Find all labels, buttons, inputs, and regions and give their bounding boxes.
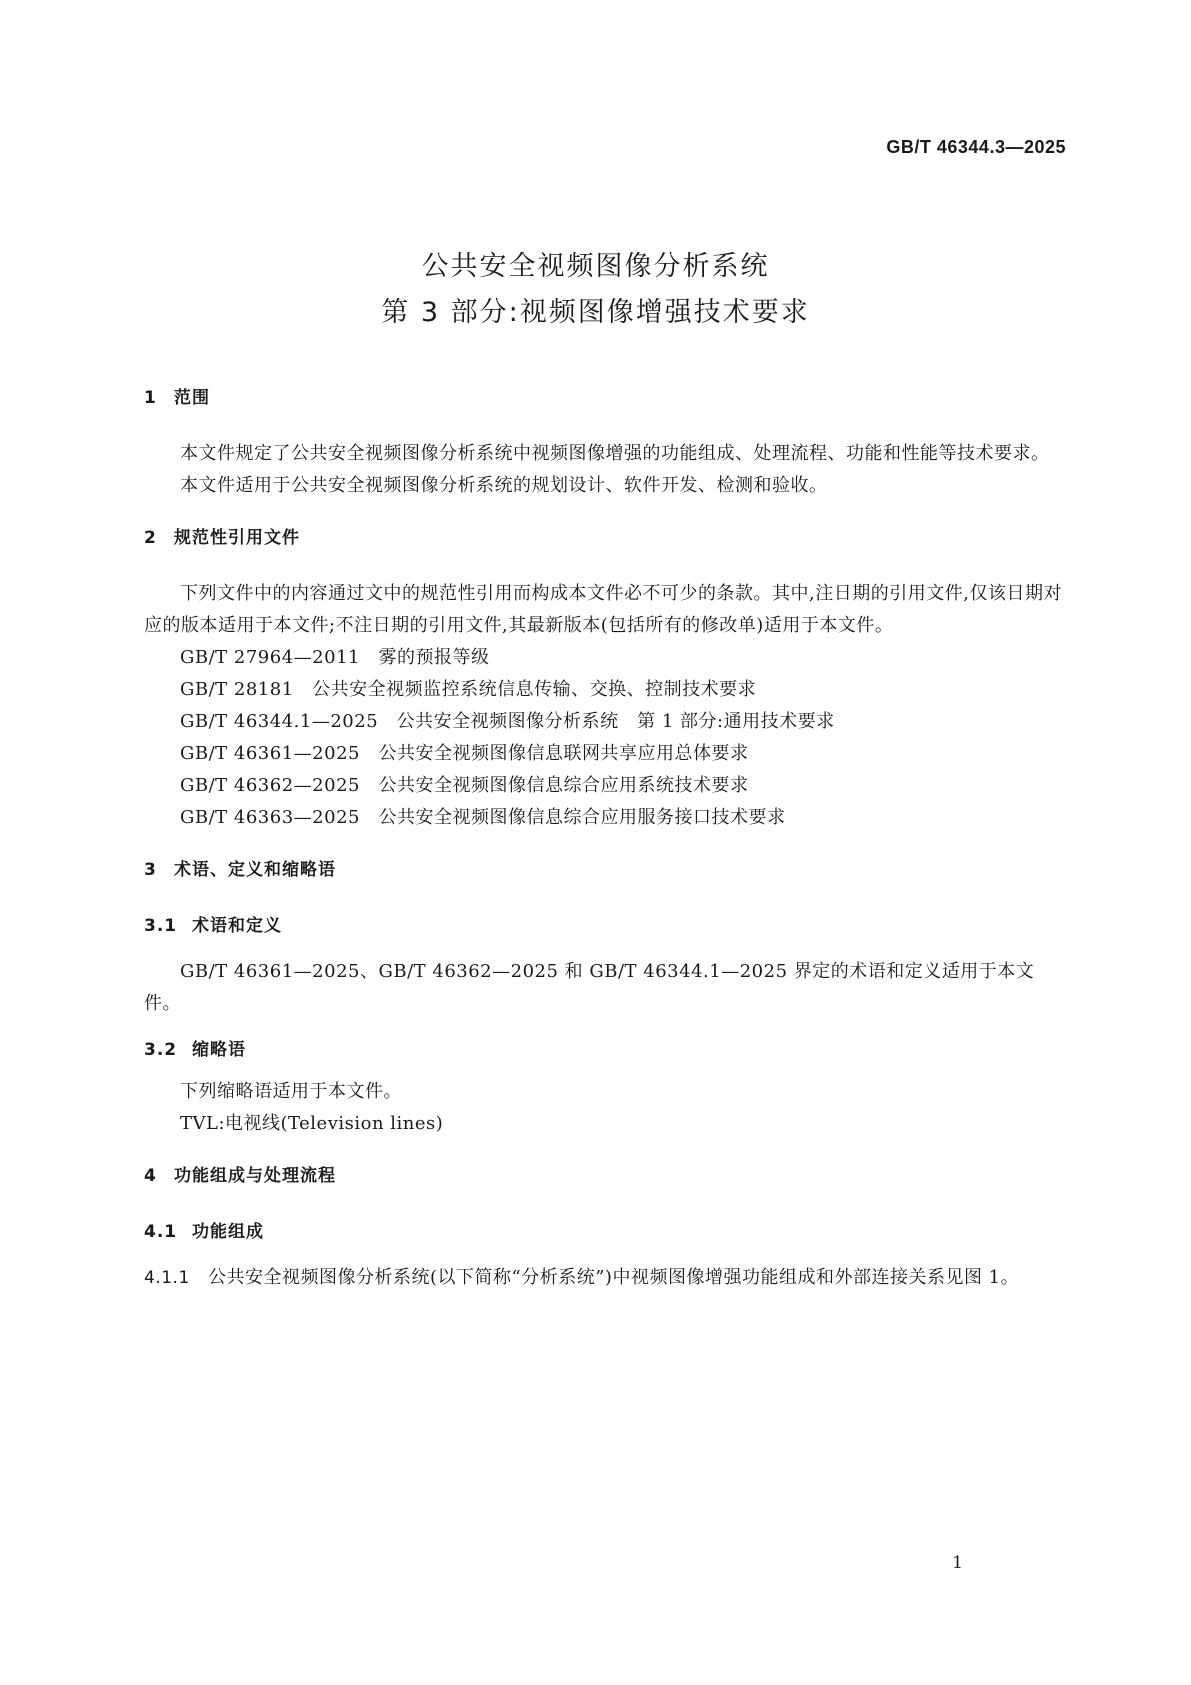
- reference-code: GB/T 27964—2011: [180, 647, 360, 668]
- clause-number: 4.1.1: [144, 1268, 190, 1288]
- paragraph: GB/T 46361—2025、GB/T 46362—2025 和 GB/T 46344.1—2025 界定的术语和定义适用于本文件。: [144, 961, 1035, 1014]
- reference-code: GB/T 46362—2025: [180, 775, 360, 796]
- paragraph: 下列缩略语适用于本文件。: [180, 1081, 402, 1102]
- page-number: 1: [952, 1553, 963, 1573]
- document-body: [144, 382, 1069, 1294]
- reference-title: 公共安全视频图像信息联网共享应用总体要求: [378, 743, 749, 764]
- subsection-title: 功能组成: [192, 1222, 264, 1242]
- section-title: 功能组成与处理流程: [174, 1166, 336, 1186]
- reference-title: 公共安全视频图像信息综合应用系统技术要求: [378, 775, 749, 796]
- clause-text: 公共安全视频图像分析系统(以下简称“分析系统”)中视频图像增强功能组成和外部连接关系见图 1。: [208, 1267, 1020, 1288]
- subsection-number: 3.2: [144, 1040, 178, 1060]
- subsection-number: 3.1: [144, 916, 178, 936]
- section-title: 范围: [174, 388, 210, 408]
- section-title: 术语、定义和缩略语: [174, 860, 336, 880]
- reference-title: 公共安全视频图像信息综合应用服务接口技术要求: [378, 807, 786, 828]
- section-heading-1: [144, 382, 1069, 414]
- reference-title: 公共安全视频图像分析系统 第 1 部分:通用技术要求: [396, 711, 835, 732]
- paragraph: 本文件规定了公共安全视频图像分析系统中视频图像增强的功能组成、处理流程、功能和性能等技术要求。: [180, 443, 1050, 464]
- section-title: 规范性引用文件: [174, 528, 300, 548]
- subsection-title: 术语和定义: [192, 916, 282, 936]
- reference-title: 雾的预报等级: [378, 647, 490, 668]
- reference-code: GB/T 46361—2025: [180, 743, 360, 764]
- reference-code: GB/T 46363—2025: [180, 807, 360, 828]
- reference-title: 公共安全视频监控系统信息传输、交换、控制技术要求: [312, 679, 757, 700]
- subsection-title: 缩略语: [192, 1040, 246, 1060]
- reference-item: [180, 674, 1069, 706]
- section-heading-2: [144, 522, 1069, 554]
- section-number: 4: [144, 1166, 157, 1186]
- section-heading-4: [144, 1160, 1069, 1192]
- section-number: 2: [144, 528, 157, 548]
- section-number: 3: [144, 860, 157, 880]
- paragraph: 本文件适用于公共安全视频图像分析系统的规划设计、软件开发、检测和验收。: [180, 475, 828, 496]
- reference-item: [180, 770, 1069, 802]
- reference-item: [180, 738, 1069, 770]
- subsection-number: 4.1: [144, 1222, 178, 1242]
- paragraph: TVL:电视线(Television lines): [180, 1113, 444, 1134]
- document-title-line1: 公共安全视频图像分析系统: [421, 251, 770, 282]
- section-heading-3: [144, 854, 1069, 886]
- reference-code: GB/T 28181: [180, 679, 294, 700]
- reference-item: [180, 706, 1069, 738]
- reference-item: [180, 802, 1069, 834]
- clause-4-1-1: [144, 1262, 1069, 1294]
- section-number: 1: [144, 388, 157, 408]
- reference-code: GB/T 46344.1—2025: [180, 711, 379, 732]
- standard-number: GB/T 46344.3—2025: [886, 137, 1066, 157]
- document-title-line2: 第 3 部分:视频图像增强技术要求: [381, 297, 810, 328]
- reference-item: [180, 642, 1069, 674]
- paragraph: 下列文件中的内容通过文中的规范性引用而构成本文件必不可少的条款。其中,注日期的引用文件,仅该日期对应的版本适用于本文件;不注日期的引用文件,其最新版本(包括所有的修改单)适用于本文件。: [144, 583, 1062, 636]
- subsection-heading-3-2: [144, 1034, 1069, 1066]
- subsection-heading-3-1: [144, 910, 1069, 942]
- subsection-heading-4-1: [144, 1216, 1069, 1248]
